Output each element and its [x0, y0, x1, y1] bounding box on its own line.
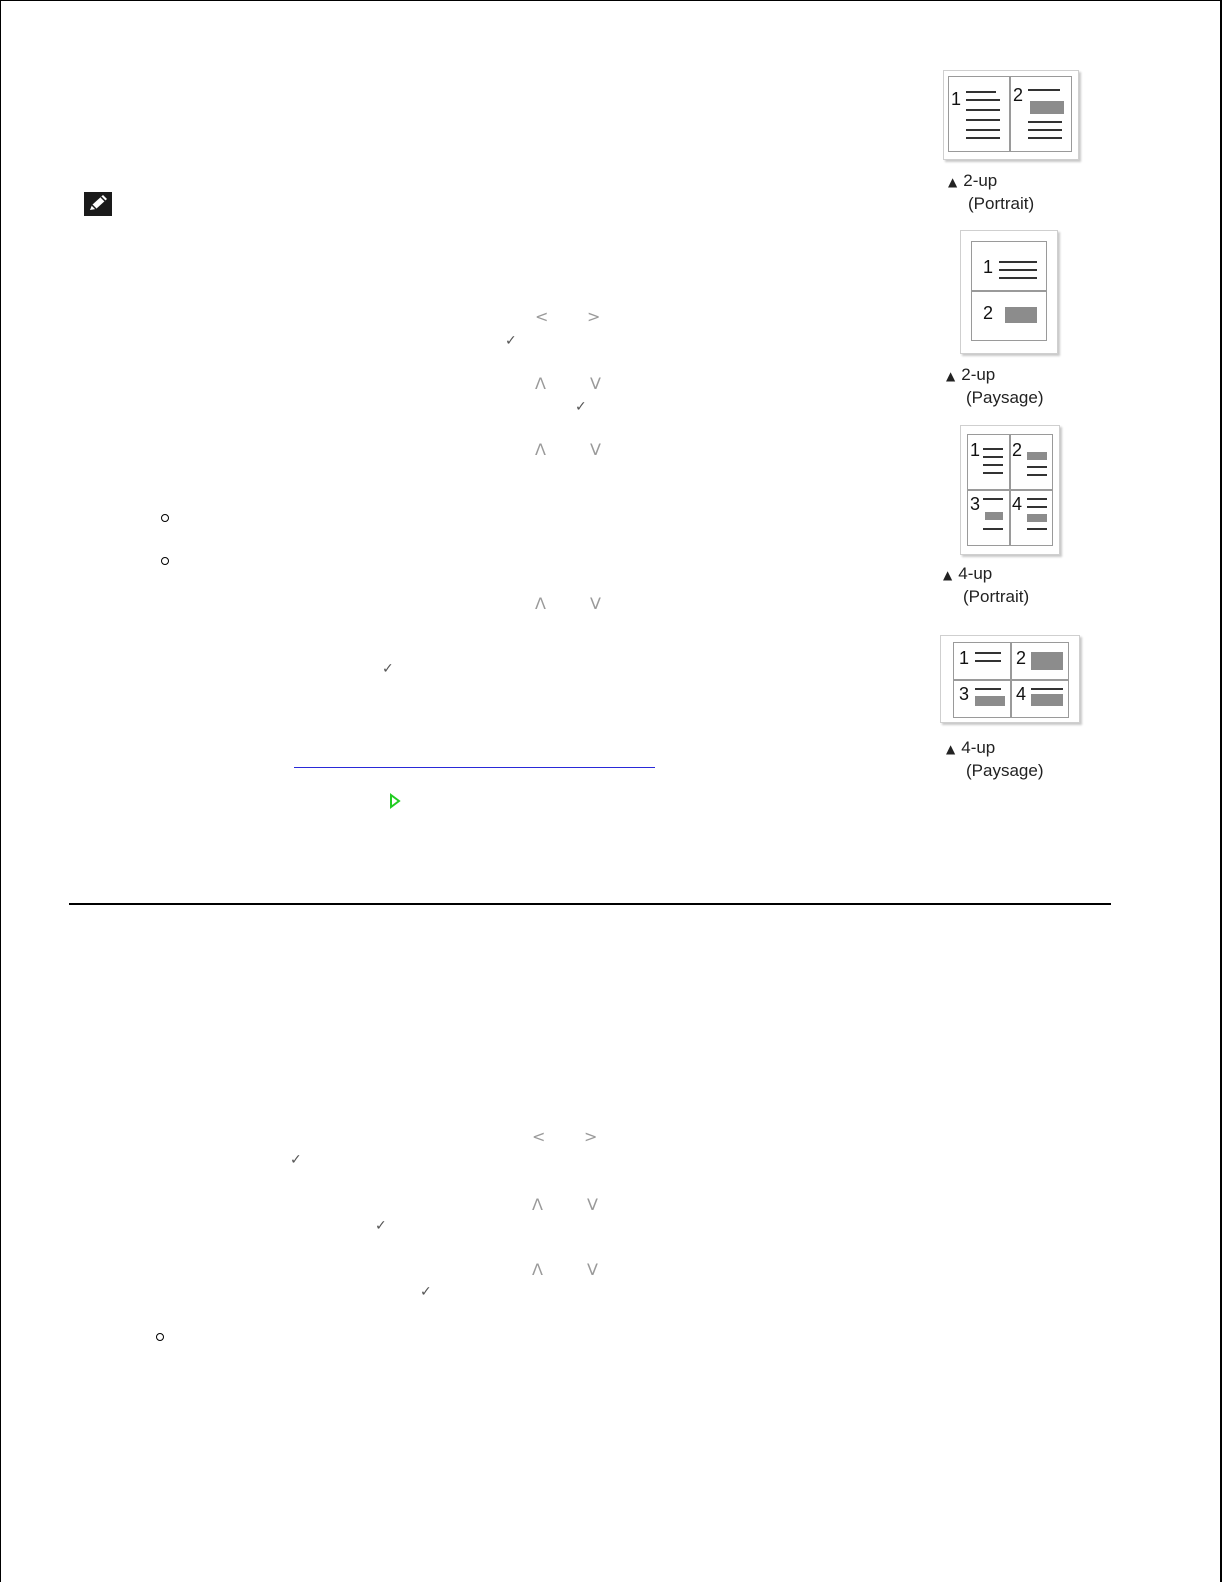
thumb-4up-portrait: 1 2 3 4 [960, 425, 1060, 555]
hyperlink-underline[interactable] [294, 767, 655, 768]
list-bullet [161, 514, 169, 522]
down-arrow-icon: V [590, 374, 601, 393]
left-arrow-icon: < [535, 307, 549, 326]
caption-4up-portrait: ▲ 4-up (Portrait) [943, 564, 1030, 606]
section-divider [69, 903, 1111, 905]
right-arrow-icon: > [587, 307, 601, 326]
thumb-4up-paysage: 1 2 3 4 [940, 635, 1080, 723]
thumb-2up-paysage: 1 2 [960, 230, 1058, 354]
check-icon: ✓ [420, 1284, 432, 1300]
up-arrow-icon: Λ [535, 374, 546, 393]
play-arrow-icon [389, 793, 401, 809]
up-arrow-icon: Λ [532, 1260, 543, 1279]
up-arrow-icon: Λ [532, 1195, 543, 1214]
caption-2up-portrait: ▲ 2-up (Portrait) [948, 171, 1035, 213]
down-arrow-icon: V [590, 440, 601, 459]
caption-4up-paysage: ▲ 4-up (Paysage) [946, 738, 1044, 780]
down-arrow-icon: V [587, 1260, 598, 1279]
check-icon: ✓ [375, 1218, 387, 1234]
check-icon: ✓ [290, 1152, 302, 1168]
list-bullet [161, 557, 169, 565]
check-icon: ✓ [505, 333, 517, 349]
down-arrow-icon: V [590, 594, 601, 613]
left-arrow-icon: < [532, 1127, 546, 1146]
down-arrow-icon: V [587, 1195, 598, 1214]
caption-2up-paysage: ▲ 2-up (Paysage) [946, 365, 1044, 407]
list-bullet [156, 1333, 164, 1341]
right-arrow-icon: > [584, 1127, 598, 1146]
check-icon: ✓ [575, 399, 587, 415]
thumb-2up-portrait: 1 2 [943, 70, 1079, 160]
up-arrow-icon: Λ [535, 594, 546, 613]
check-icon: ✓ [382, 661, 394, 677]
up-arrow-icon: Λ [535, 440, 546, 459]
note-pencil-icon [84, 192, 112, 216]
